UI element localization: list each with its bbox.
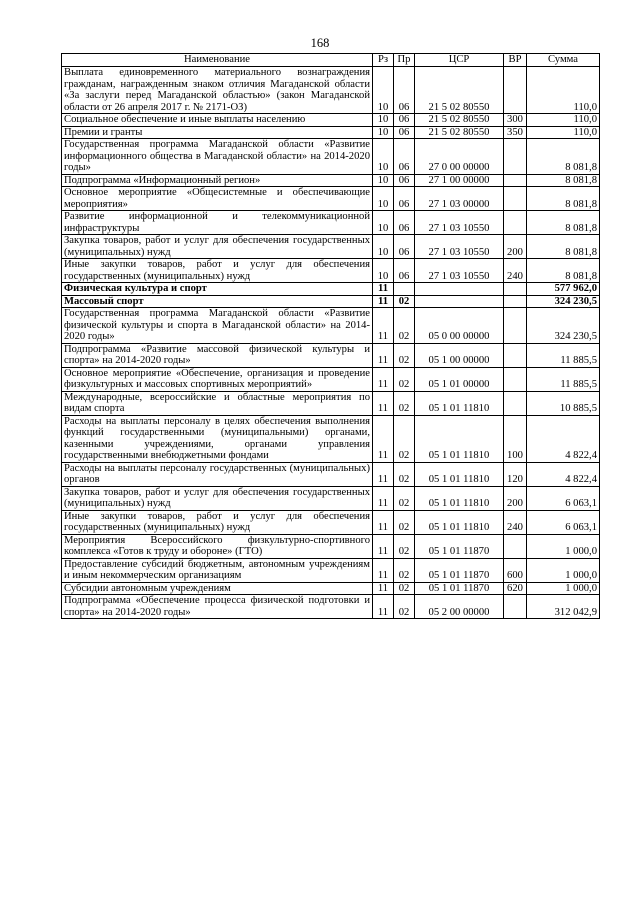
cell-name: Расходы на выплаты персоналу государственных (муниципальных) органов bbox=[62, 462, 373, 486]
cell-csr bbox=[415, 295, 504, 308]
cell-vr: 200 bbox=[504, 486, 527, 510]
header-vr: ВР bbox=[504, 54, 527, 67]
cell-rz: 10 bbox=[373, 126, 394, 139]
cell-rz: 11 bbox=[373, 462, 394, 486]
cell-sum: 11 885,5 bbox=[527, 343, 600, 367]
cell-rz: 11 bbox=[373, 343, 394, 367]
cell-rz: 11 bbox=[373, 510, 394, 534]
table-row bbox=[62, 187, 600, 211]
cell-pr: 02 bbox=[394, 295, 415, 308]
cell-rz: 11 bbox=[373, 295, 394, 308]
cell-rz: 10 bbox=[373, 235, 394, 259]
cell-sum: 324 230,5 bbox=[527, 308, 600, 344]
cell-csr: 05 1 01 11870 bbox=[415, 558, 504, 582]
cell-csr: 05 2 00 00000 bbox=[415, 595, 504, 619]
cell-pr: 02 bbox=[394, 343, 415, 367]
cell-vr: 350 bbox=[504, 126, 527, 139]
cell-vr bbox=[504, 187, 527, 211]
header-pr: Пр bbox=[394, 54, 415, 67]
cell-name: Социальное обеспечение и иные выплаты населению bbox=[62, 114, 373, 127]
cell-vr bbox=[504, 534, 527, 558]
cell-sum: 110,0 bbox=[527, 114, 600, 127]
cell-csr: 05 1 01 11810 bbox=[415, 391, 504, 415]
cell-csr: 05 1 00 00000 bbox=[415, 343, 504, 367]
cell-rz: 11 bbox=[373, 308, 394, 344]
cell-rz: 11 bbox=[373, 558, 394, 582]
cell-sum: 11 885,5 bbox=[527, 367, 600, 391]
cell-csr: 05 1 01 00000 bbox=[415, 367, 504, 391]
cell-pr: 02 bbox=[394, 367, 415, 391]
table-row bbox=[62, 235, 600, 259]
cell-name: Развитие информационной и телекоммуникационной инфраструктуры bbox=[62, 211, 373, 235]
cell-name: Государственная программа Магаданской области «Развитие физической культуры и спорта в Магаданской области» на 2014-2020 годы» bbox=[62, 308, 373, 344]
table-row bbox=[62, 534, 600, 558]
cell-csr bbox=[415, 283, 504, 296]
budget-table bbox=[61, 53, 600, 619]
cell-vr bbox=[504, 308, 527, 344]
cell-rz: 10 bbox=[373, 174, 394, 187]
cell-pr: 06 bbox=[394, 139, 415, 175]
cell-name: Основное мероприятие «Общесистемные и обеспечивающие мероприятия» bbox=[62, 187, 373, 211]
cell-sum: 1 000,0 bbox=[527, 558, 600, 582]
table-row bbox=[62, 259, 600, 283]
cell-vr: 300 bbox=[504, 114, 527, 127]
cell-pr: 02 bbox=[394, 534, 415, 558]
cell-csr: 05 0 00 00000 bbox=[415, 308, 504, 344]
cell-name: Государственная программа Магаданской области «Развитие информационного общества в Магаданской области» на 2014-2020 годы» bbox=[62, 139, 373, 175]
cell-pr: 06 bbox=[394, 67, 415, 114]
cell-sum: 8 081,8 bbox=[527, 211, 600, 235]
cell-csr: 05 1 01 11810 bbox=[415, 415, 504, 462]
table-row bbox=[62, 582, 600, 595]
cell-rz: 10 bbox=[373, 259, 394, 283]
cell-csr: 05 1 01 11810 bbox=[415, 486, 504, 510]
cell-csr: 21 5 02 80550 bbox=[415, 67, 504, 114]
cell-csr: 27 0 00 00000 bbox=[415, 139, 504, 175]
cell-pr: 02 bbox=[394, 558, 415, 582]
cell-pr: 06 bbox=[394, 235, 415, 259]
header-rz: Рз bbox=[373, 54, 394, 67]
cell-rz: 10 bbox=[373, 67, 394, 114]
cell-rz: 11 bbox=[373, 367, 394, 391]
cell-vr bbox=[504, 595, 527, 619]
cell-pr: 02 bbox=[394, 308, 415, 344]
page-number: 168 bbox=[310, 36, 330, 50]
cell-vr bbox=[504, 139, 527, 175]
cell-sum: 4 822,4 bbox=[527, 415, 600, 462]
cell-pr: 02 bbox=[394, 391, 415, 415]
cell-sum: 8 081,8 bbox=[527, 139, 600, 175]
cell-rz: 10 bbox=[373, 187, 394, 211]
table-row bbox=[62, 211, 600, 235]
cell-name: Субсидии автономным учреждениям bbox=[62, 582, 373, 595]
cell-vr: 120 bbox=[504, 462, 527, 486]
cell-pr: 06 bbox=[394, 126, 415, 139]
cell-csr: 05 1 01 11810 bbox=[415, 462, 504, 486]
cell-name: Закупка товаров, работ и услуг для обеспечения государственных (муниципальных) нужд bbox=[62, 486, 373, 510]
cell-vr bbox=[504, 283, 527, 296]
cell-name: Предоставление субсидий бюджетным, автономным учреждениям и иным некоммерческим организациям bbox=[62, 558, 373, 582]
table-row bbox=[62, 343, 600, 367]
cell-sum: 4 822,4 bbox=[527, 462, 600, 486]
cell-csr: 27 1 03 00000 bbox=[415, 187, 504, 211]
cell-name: Физическая культура и спорт bbox=[62, 283, 373, 296]
cell-sum: 1 000,0 bbox=[527, 534, 600, 558]
cell-name: Подпрограмма «Информационный регион» bbox=[62, 174, 373, 187]
table-row bbox=[62, 283, 600, 296]
cell-pr: 02 bbox=[394, 510, 415, 534]
header-name: Наименование bbox=[62, 54, 373, 67]
table-row bbox=[62, 510, 600, 534]
cell-pr: 06 bbox=[394, 187, 415, 211]
cell-rz: 11 bbox=[373, 582, 394, 595]
table-row bbox=[62, 139, 600, 175]
cell-rz: 11 bbox=[373, 415, 394, 462]
cell-pr: 06 bbox=[394, 259, 415, 283]
cell-pr: 02 bbox=[394, 462, 415, 486]
table-row bbox=[62, 67, 600, 114]
cell-vr bbox=[504, 174, 527, 187]
cell-pr bbox=[394, 283, 415, 296]
cell-rz: 11 bbox=[373, 534, 394, 558]
cell-name: Основное мероприятие «Обеспечение, организация и проведение физкультурных и массовых спортивных мероприятий» bbox=[62, 367, 373, 391]
cell-rz: 11 bbox=[373, 595, 394, 619]
cell-pr: 06 bbox=[394, 174, 415, 187]
table-row bbox=[62, 367, 600, 391]
table-row bbox=[62, 462, 600, 486]
cell-sum: 324 230,5 bbox=[527, 295, 600, 308]
table-header-row bbox=[62, 54, 600, 67]
cell-vr: 620 bbox=[504, 582, 527, 595]
cell-csr: 05 1 01 11870 bbox=[415, 582, 504, 595]
cell-vr bbox=[504, 367, 527, 391]
table-row bbox=[62, 114, 600, 127]
cell-name: Выплата единовременного материального вознаграждения гражданам, награжденным знаком отличия Магаданской области «За заслуги перед Магаданской областью» (закон Магаданской области от 26 апреля 2017 г. № 2171-ОЗ) bbox=[62, 67, 373, 114]
cell-sum: 577 962,0 bbox=[527, 283, 600, 296]
cell-name: Премии и гранты bbox=[62, 126, 373, 139]
cell-vr: 240 bbox=[504, 259, 527, 283]
cell-vr bbox=[504, 343, 527, 367]
cell-vr bbox=[504, 391, 527, 415]
cell-rz: 11 bbox=[373, 283, 394, 296]
cell-vr bbox=[504, 295, 527, 308]
cell-csr: 05 1 01 11870 bbox=[415, 534, 504, 558]
table-row bbox=[62, 126, 600, 139]
cell-csr: 27 1 00 00000 bbox=[415, 174, 504, 187]
cell-name: Закупка товаров, работ и услуг для обеспечения государственных (муниципальных) нужд bbox=[62, 235, 373, 259]
cell-vr: 200 bbox=[504, 235, 527, 259]
cell-pr: 02 bbox=[394, 415, 415, 462]
cell-sum: 8 081,8 bbox=[527, 259, 600, 283]
cell-vr bbox=[504, 211, 527, 235]
table-row bbox=[62, 308, 600, 344]
cell-csr: 21 5 02 80550 bbox=[415, 114, 504, 127]
cell-name: Подпрограмма «Обеспечение процесса физической подготовки и спорта» на 2014-2020 годы» bbox=[62, 595, 373, 619]
cell-rz: 11 bbox=[373, 486, 394, 510]
cell-vr bbox=[504, 67, 527, 114]
header-sum: Сумма bbox=[527, 54, 600, 67]
cell-rz: 10 bbox=[373, 139, 394, 175]
cell-rz: 10 bbox=[373, 114, 394, 127]
cell-pr: 02 bbox=[394, 595, 415, 619]
cell-sum: 8 081,8 bbox=[527, 187, 600, 211]
cell-sum: 6 063,1 bbox=[527, 486, 600, 510]
table-row bbox=[62, 595, 600, 619]
table-body bbox=[62, 67, 600, 619]
cell-sum: 110,0 bbox=[527, 126, 600, 139]
table-row bbox=[62, 486, 600, 510]
cell-pr: 06 bbox=[394, 114, 415, 127]
cell-rz: 11 bbox=[373, 391, 394, 415]
cell-vr: 240 bbox=[504, 510, 527, 534]
cell-csr: 27 1 03 10550 bbox=[415, 235, 504, 259]
cell-sum: 110,0 bbox=[527, 67, 600, 114]
table-row bbox=[62, 174, 600, 187]
cell-vr: 100 bbox=[504, 415, 527, 462]
cell-csr: 27 1 03 10550 bbox=[415, 211, 504, 235]
cell-vr: 600 bbox=[504, 558, 527, 582]
cell-csr: 27 1 03 10550 bbox=[415, 259, 504, 283]
cell-sum: 1 000,0 bbox=[527, 582, 600, 595]
cell-sum: 8 081,8 bbox=[527, 174, 600, 187]
cell-pr: 02 bbox=[394, 582, 415, 595]
cell-sum: 6 063,1 bbox=[527, 510, 600, 534]
cell-csr: 05 1 01 11810 bbox=[415, 510, 504, 534]
table-row bbox=[62, 295, 600, 308]
table-row bbox=[62, 391, 600, 415]
cell-pr: 06 bbox=[394, 211, 415, 235]
table-row bbox=[62, 558, 600, 582]
cell-name: Подпрограмма «Развитие массовой физической культуры и спорта» на 2014-2020 годы» bbox=[62, 343, 373, 367]
cell-name: Международные, всероссийские и областные мероприятия по видам спорта bbox=[62, 391, 373, 415]
cell-csr: 21 5 02 80550 bbox=[415, 126, 504, 139]
cell-sum: 8 081,8 bbox=[527, 235, 600, 259]
cell-name: Иные закупки товаров, работ и услуг для обеспечения государственных (муниципальных) нужд bbox=[62, 510, 373, 534]
cell-name: Массовый спорт bbox=[62, 295, 373, 308]
cell-pr: 02 bbox=[394, 486, 415, 510]
cell-rz: 10 bbox=[373, 211, 394, 235]
cell-name: Иные закупки товаров, работ и услуг для обеспечения государственных (муниципальных) нужд bbox=[62, 259, 373, 283]
header-csr: ЦСР bbox=[415, 54, 504, 67]
cell-name: Мероприятия Всероссийского физкультурно-спортивного комплекса «Готов к труду и обороне» (ГТО) bbox=[62, 534, 373, 558]
cell-name: Расходы на выплаты персоналу в целях обеспечения выполнения функций государственными (муниципальными) органами, казенными учреждениями, органами управления государственными внебюджетными фондами bbox=[62, 415, 373, 462]
table-row bbox=[62, 415, 600, 462]
cell-sum: 10 885,5 bbox=[527, 391, 600, 415]
cell-sum: 312 042,9 bbox=[527, 595, 600, 619]
